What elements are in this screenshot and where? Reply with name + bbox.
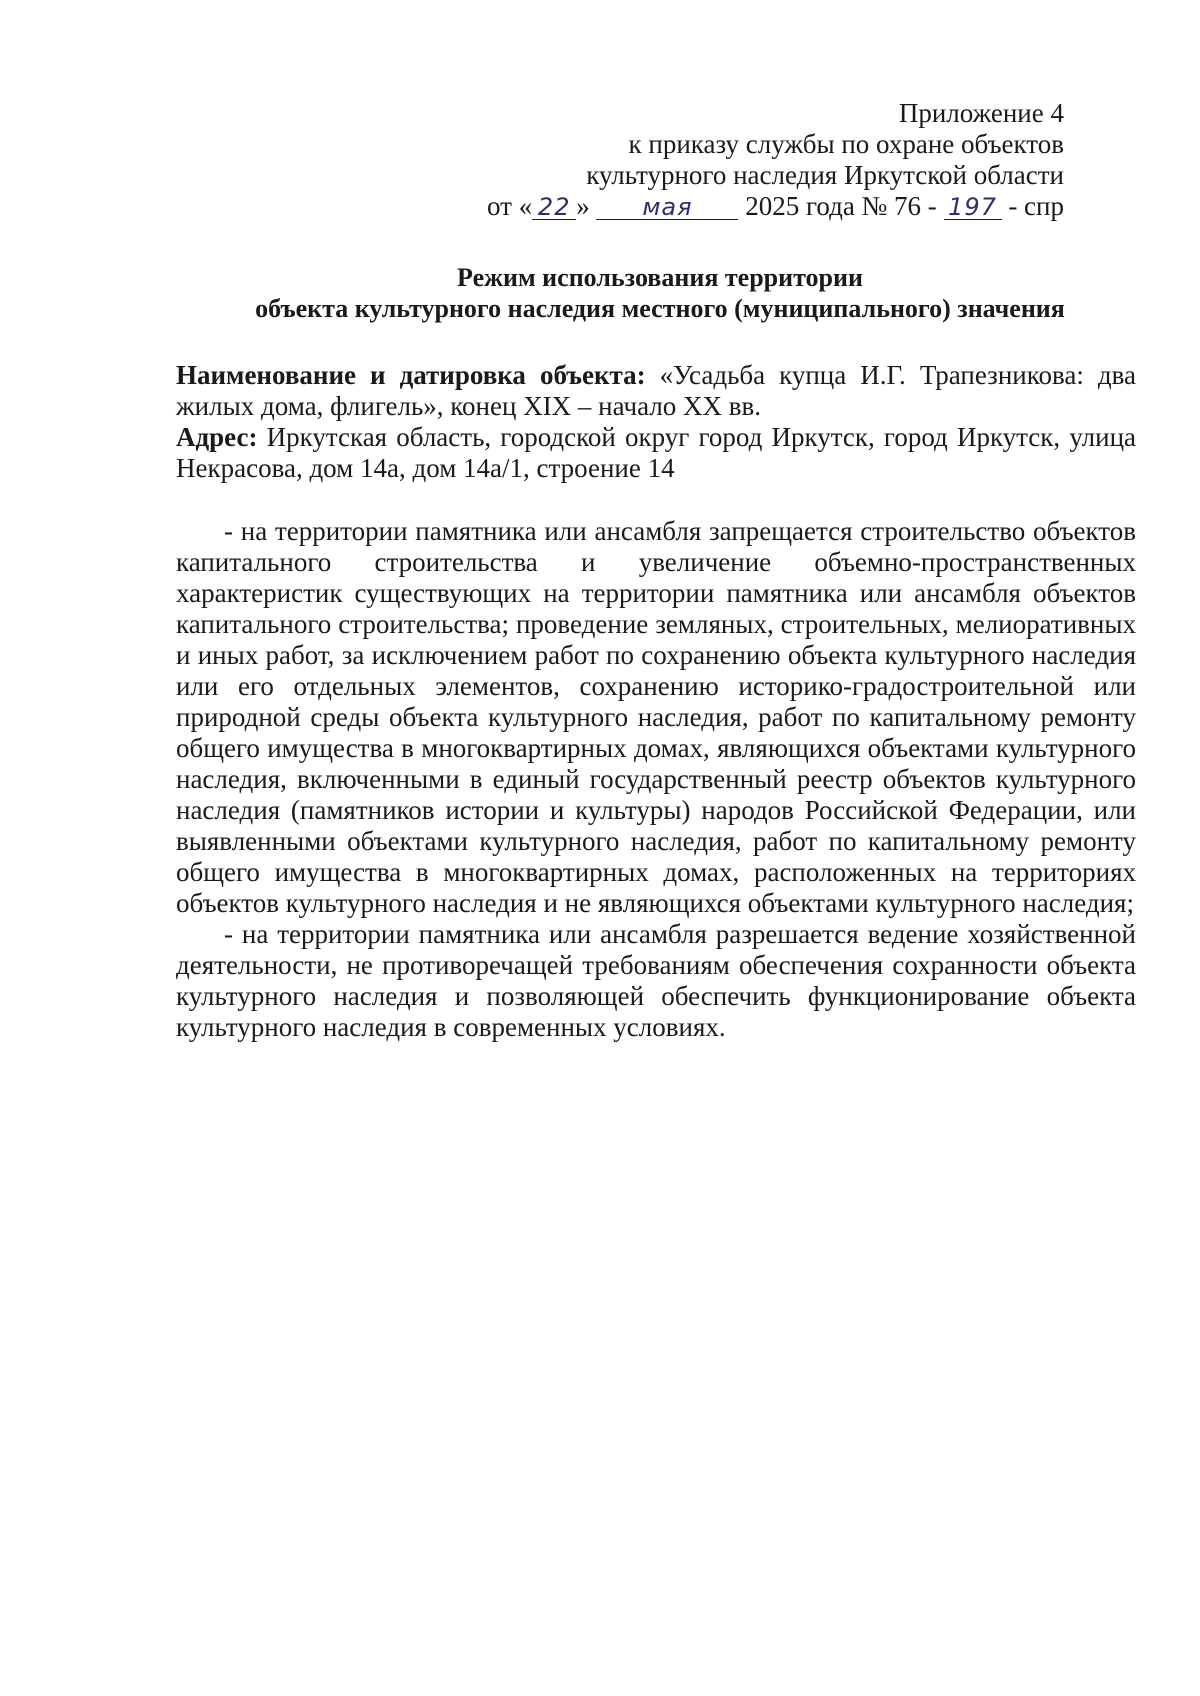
object-address-paragraph [176, 422, 1136, 484]
title-line-2: объекта культурного наследия местного (муниципального) значения [255, 294, 1065, 323]
date-mid: » [576, 191, 590, 221]
document-title [0, 262, 1200, 324]
date-suffix: - спр [1008, 191, 1064, 221]
appendix-order-ref: к приказу службы по охране объектов [628, 129, 1064, 159]
date-prefix: от « [487, 191, 533, 221]
object-name-paragraph [176, 360, 1136, 422]
document-body [176, 360, 1136, 1043]
appendix-header [487, 98, 1064, 223]
date-year-order: 2025 года № 76 - [745, 191, 937, 221]
appendix-date-line [487, 191, 1064, 223]
date-day-handwritten [532, 191, 576, 223]
title-line-1: Режим использования территории [457, 263, 863, 292]
appendix-number: Приложение 4 [898, 98, 1064, 128]
paragraph-spacer [176, 484, 1136, 516]
rule-prohibition: - на территории памятника или ансамбля запрещается строительство объектов капитального строительства и увеличение объемно-пространственных характеристик существующих на территории памятника или ансамбля объектов капитального строительства; проведение земляных, строительных, мелиоративных и иных работ, за исключением работ по сохранению объекта культурного наследия или его отдельных элементов, сохранению историко-градостроительной или природной среды объекта культурного наследия, работ по капитальному ремонту общего имущества в многоквартирных домах, являющихся объектами культурного наследия, включенными в единый государственный реестр объектов культурного наследия (памятников истории и культуры) народов Российской Федерации, или выявленными объектами культурного наследия, работ по капитальному ремонту общего имущества в многоквартирных домах, расположенных на территориях объектов культурного наследия и не являющихся объектами культурного наследия; [176, 516, 1136, 918]
object-name-label: Наименование и датировка объекта: [176, 360, 646, 390]
doc-number-value: 197 [948, 193, 997, 221]
object-name-value: «Усадьба купца И.Г. Трапезникова: два жилых дома, флигель», конец XIX – начало XX вв. [176, 360, 1136, 421]
date-day-value: 22 [537, 193, 571, 221]
rule-permission: - на территории памятника или ансамбля разрешается ведение хозяйственной деятельности, не противоречащей требованиям обеспечения сохранности объекта культурного наследия и позволяющей обеспечить функционирование объекта культурного наследия в современных условиях. [176, 919, 1136, 1042]
date-month-value: мая [642, 193, 693, 221]
object-address-value: Иркутская область, городской округ город Иркутск, город Иркутск, улица Некрасова, дом 14а, дом 14а/1, строение 14 [176, 422, 1136, 483]
doc-number-handwritten [944, 191, 1002, 223]
date-month-handwritten [596, 191, 738, 223]
appendix-authority: культурного наследия Иркутской области [586, 160, 1064, 190]
object-address-label: Адрес: [176, 422, 258, 452]
